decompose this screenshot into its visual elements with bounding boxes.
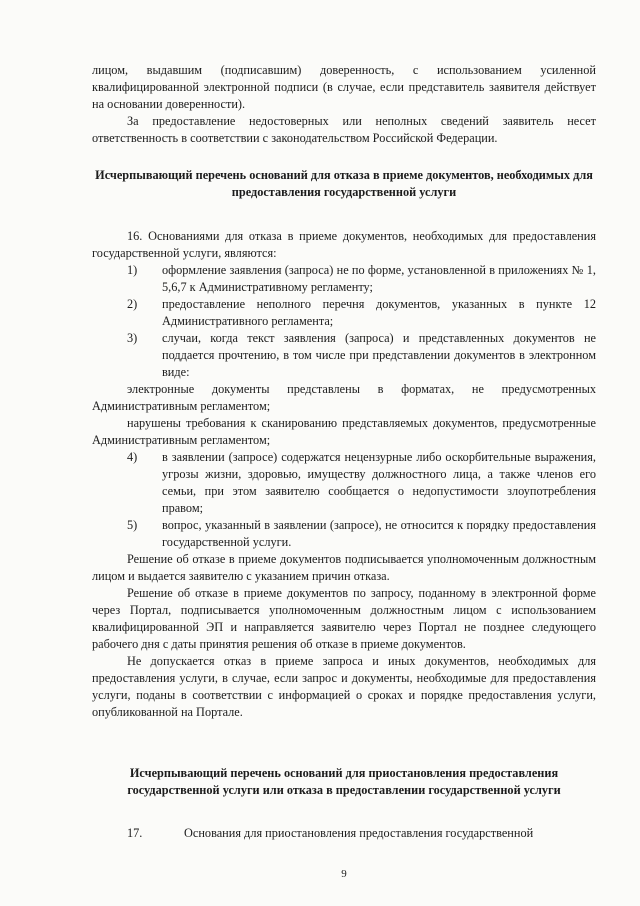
sub-item: нарушены требования к сканированию представляемых документов, предусмотренные Административным регламентом; [92,416,596,447]
paragraph-electronic-refusal: Решение об отказе в приеме документов по запросу, поданному в электронной форме через Портал, подписывается уполномоченным должностным лицом с использованием квалифицированной ЭП и направляется заявителю через Портал не позднее следующего рабочего дня с даты принятия решения об отказе в приеме документов. [92,586,596,651]
section-heading-refusal: Исчерпывающий перечень оснований для отказа в приеме документов, необходимых для предоставления государственной услуги [95,168,593,199]
list-item-number: 1) [127,263,138,277]
list-item-text: в заявлении (запросе) содержатся нецензурные либо оскорбительные выражения, угрозы жизни, здоровью, имуществу должностного лица, а также членов его семьи, при этом заявителю сообщается о недопустимости злоупотребления правом; [162,450,596,515]
page-number: 9 [341,868,347,880]
clause-17 [92,825,596,842]
list-item-text: предоставление неполного перечня документов, указанных в пункте 12 Административного регламента; [162,297,596,328]
section-heading-suspension: Исчерпывающий перечень оснований для приостановления предоставления государственной услуги или отказа в предоставлении государственной услуги [127,766,561,797]
list-item-text: вопрос, указанный в заявлении (запросе), не относится к порядку предоставления государственной услуги. [162,518,596,549]
list-item [92,330,596,381]
clause-16-intro: 16. Основаниями для отказа в приеме документов, необходимых для предоставления государственной услуги, являются: [92,229,596,260]
list-item-number: 5) [127,518,138,532]
list-item-number: 3) [127,331,138,345]
clause-17-text: Основания для приостановления предоставления государственной [184,826,534,840]
list-item-text: случаи, когда текст заявления (запроса) и представленных документов не поддается прочтению, в том числе при представлении документов в электронном виде: [162,331,596,379]
sub-item: электронные документы представлены в форматах, не предусмотренных Административным регламентом; [92,382,596,413]
paragraph-responsibility: За предоставление недостоверных или неполных сведений заявитель несет ответственность в соответствии с законодательством Российской Федерации. [92,114,596,145]
list-item [92,449,596,517]
list-item [92,262,596,296]
clause-17-number: 17. [127,826,143,840]
list-item-text: оформление заявления (запроса) не по форме, установленной в приложениях № 1, 5,6,7 к Административному регламенту; [162,263,596,294]
list-item [92,296,596,330]
paragraph-continuation: лицом, выдавшим (подписавшим) доверенность, с использованием усиленной квалифицированной электронной подписи (в случае, если представитель заявителя действует на основании доверенности). [92,63,596,111]
list-item-number: 2) [127,297,138,311]
list-item-number: 4) [127,450,138,464]
paragraph-no-refusal: Не допускается отказ в приеме запроса и иных документов, необходимых для предоставления услуги, в случае, если запрос и документы, необходимые для предоставления услуги, поданы в соответствии с информацией о сроках и порядке предоставления услуги, опубликованной на Портале. [92,654,596,719]
paragraph-refusal-decision: Решение об отказе в приеме документов подписывается уполномоченным должностным лицом и выдается заявителю с указанием причин отказа. [92,552,596,583]
list-item [92,517,596,551]
